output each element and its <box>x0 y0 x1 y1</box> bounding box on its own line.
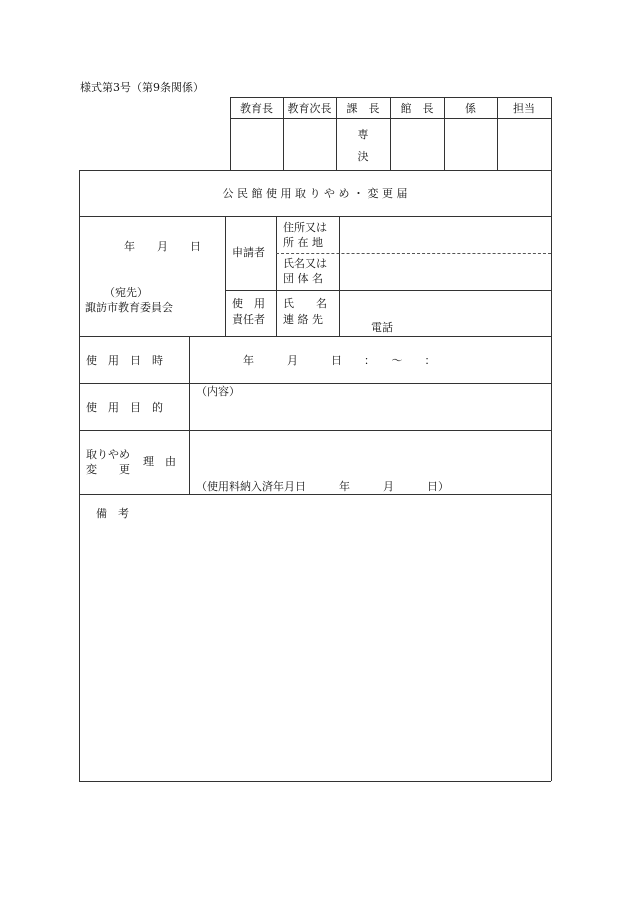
name-label-line1: 氏名又は <box>283 257 327 270</box>
reason-field[interactable] <box>190 431 550 476</box>
approval-header-section-chief: 課 長 <box>346 102 380 115</box>
senketsu-mark-1: 専 <box>357 128 369 141</box>
usage-datetime-value[interactable]: 年 月 日 ： ～ ： <box>243 354 436 367</box>
remarks-label: 備 考 <box>96 507 129 520</box>
reason-label-cancel: 取りやめ <box>86 448 130 461</box>
address-label-line1: 住所又は <box>283 221 327 234</box>
form-number-label: 様式第3号（第9条関係） <box>80 81 204 94</box>
name-label-line2: 団 体 名 <box>283 272 323 285</box>
usage-datetime-label: 使 用 日 時 <box>86 354 163 367</box>
approval-header-hall-director: 館 長 <box>400 102 434 115</box>
contact-label: 連 絡 先 <box>283 313 323 326</box>
approval-header-in-charge: 担当 <box>513 102 535 115</box>
address-label-line2: 所 在 地 <box>283 236 323 249</box>
approval-header-staff: 係 <box>465 102 476 115</box>
applicant-label: 申請者 <box>232 246 265 259</box>
submission-date: 年 月 日 <box>124 240 201 253</box>
fee-paid-date-line: （使用料納入済年月日 年 月 日） <box>196 480 449 493</box>
name-field[interactable] <box>340 254 550 289</box>
addressee-prefix: （宛先） <box>104 286 148 299</box>
purpose-field[interactable] <box>190 399 550 429</box>
form-title: 公 民 館 使 用 取 り や め ・ 変 更 届 <box>222 187 408 200</box>
addressee-name: 諏訪市教育委員会 <box>85 301 173 314</box>
remarks-field[interactable] <box>80 525 550 780</box>
purpose-content-label: （内容） <box>196 385 240 398</box>
approval-header-superintendent: 教育長 <box>240 102 273 115</box>
phone-label: 電話 <box>371 321 393 334</box>
responsible-field[interactable] <box>340 291 550 335</box>
address-field[interactable] <box>340 217 550 252</box>
approval-header-deputy: 教育次長 <box>287 102 332 115</box>
responsible-label-line1: 使 用 <box>232 297 265 310</box>
contact-name-label: 氏 名 <box>283 297 327 310</box>
reason-label-change: 変 更 <box>86 463 130 476</box>
purpose-label: 使 用 目 的 <box>86 401 163 414</box>
senketsu-mark-2: 決 <box>357 150 369 163</box>
responsible-label-line2: 責任者 <box>232 313 265 326</box>
reason-label-reason: 理 由 <box>143 455 176 468</box>
